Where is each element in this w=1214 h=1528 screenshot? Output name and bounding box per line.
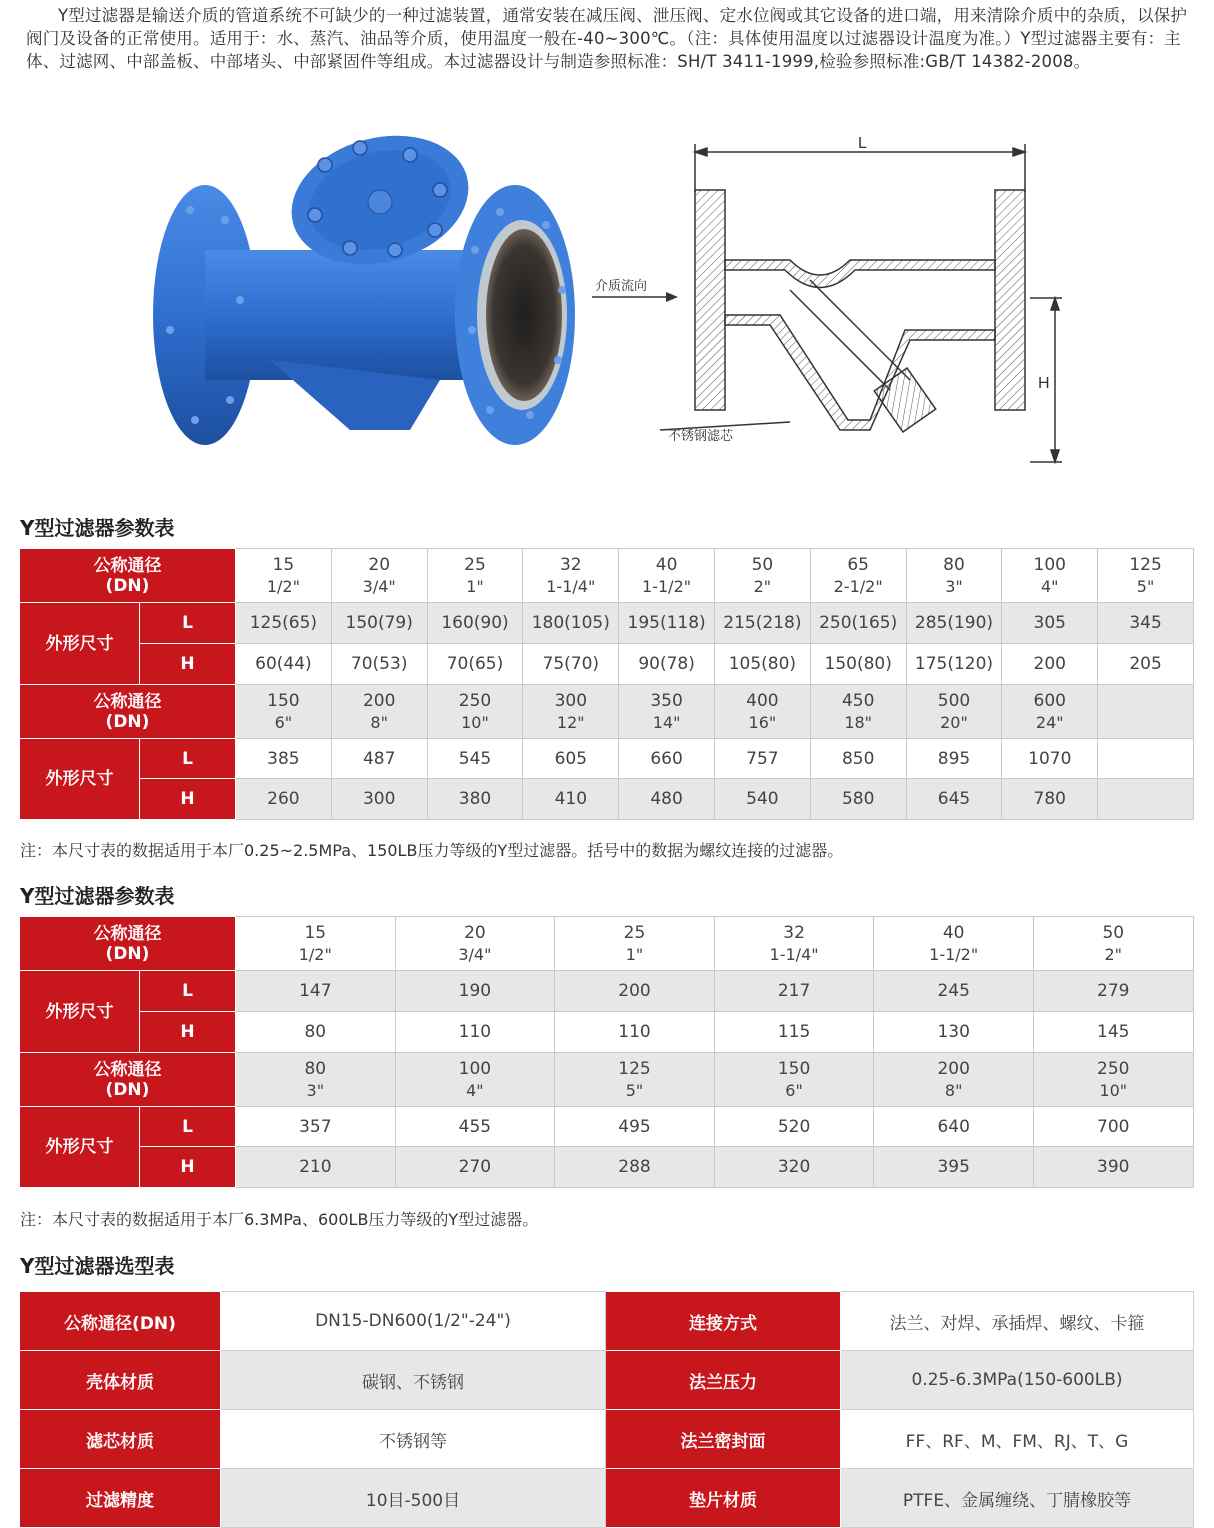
table-row (20, 739, 1194, 779)
table-cell (523, 685, 619, 739)
dn-value: 200 (937, 1058, 970, 1079)
table-cell (395, 917, 555, 971)
selection-value: 0.25-6.3MPa(150-600LB) (841, 1351, 1194, 1410)
l-value: 215(218) (714, 603, 810, 644)
table-cell (906, 549, 1002, 603)
l-value (1098, 739, 1194, 779)
inch-value: 2-1/2" (833, 576, 883, 596)
inch-value: 4" (1041, 576, 1059, 596)
l-value: 495 (555, 1107, 715, 1147)
dn-value: 80 (304, 1058, 327, 1079)
table-cell (1002, 685, 1098, 739)
l-value: 147 (236, 971, 396, 1012)
inch-value: 3/4" (458, 944, 492, 964)
table-cell (555, 1053, 715, 1107)
h-value: 70(65) (427, 644, 523, 685)
table-cell (427, 549, 523, 603)
l-value: 1070 (1002, 739, 1098, 779)
h-value: 205 (1098, 644, 1194, 685)
table-row (20, 1053, 1194, 1107)
h-header: H (140, 644, 236, 685)
inch-value: 14" (652, 712, 681, 732)
table2-title: Y型过滤器参数表 (20, 884, 175, 908)
table-cell (1033, 917, 1193, 971)
l-value: 605 (523, 739, 619, 779)
dn-value: 250 (458, 690, 492, 711)
l-value: 850 (810, 739, 906, 779)
selection-key: 过滤精度 (20, 1469, 221, 1528)
table-row (20, 971, 1194, 1012)
h-value: 410 (523, 779, 619, 820)
dimension-header: 外形尺寸 (20, 971, 140, 1053)
table2-note: 注：本尺寸表的数据适用于本厂6.3MPa、600LB压力等级的Y型过滤器。 (20, 1210, 539, 1229)
dn-value: 50 (751, 554, 774, 575)
table-row (20, 1012, 1194, 1053)
dimension-h-label: H (1038, 375, 1050, 392)
flow-direction-label: 介质流向 (595, 278, 648, 293)
table-cell (714, 917, 874, 971)
selection-title: Y型过滤器选型表 (20, 1254, 175, 1278)
selection-value: 不锈钢等 (221, 1410, 606, 1469)
dn-value: 65 (847, 554, 869, 575)
h-value: 80 (236, 1012, 396, 1053)
l-value: 200 (555, 971, 715, 1012)
dn-header (20, 685, 236, 739)
h-value: 150(80) (810, 644, 906, 685)
h-value: 145 (1033, 1012, 1193, 1053)
table-row (20, 1469, 1194, 1528)
table-row (20, 644, 1194, 685)
dn-value: 400 (746, 690, 779, 711)
table1-note: 注：本尺寸表的数据适用于本厂0.25~2.5MPa、150LB压力等级的Y型过滤器。括号中的数据为螺纹连接的过滤器。 (20, 841, 844, 860)
inch-value: 1/2" (266, 576, 300, 596)
dn-value: 40 (655, 554, 678, 575)
h-header: H (140, 779, 236, 820)
spec-table-150lb (19, 548, 1194, 820)
h-value: 110 (555, 1012, 715, 1053)
inch-value: 5" (1136, 576, 1155, 596)
l-value: 455 (395, 1107, 555, 1147)
table-cell (810, 549, 906, 603)
selection-key: 法兰密封面 (606, 1410, 841, 1469)
l-value: 345 (1098, 603, 1194, 644)
h-value: 105(80) (714, 644, 810, 685)
selection-key: 连接方式 (606, 1292, 841, 1351)
dn-value: 250 (1097, 1058, 1130, 1079)
intro-paragraph: Y型过滤器是输送介质的管道系统不可缺少的一种过滤装置，通常安装在减压阀、泄压阀、定水位阀或其它设备的进口端，用来清除介质中的杂质，以保护阀门及设备的正常使用。适用于：水、蒸汽、油品等介质，使用温度一般在-40~300℃。（注：具体使用温度以过滤器设计温度为准。）Y型过滤器主要有：主体、过滤网、中部盖板、中部堵头、中部紧固件等组成。本过滤器设计与制造参照标准：SH/T 3411-1999,检验参照标准:GB/T 14382-2008。 (26, 6, 1188, 71)
selection-value: PTFE、金属缠绕、丁腈橡胶等 (841, 1469, 1194, 1528)
dn-value: 125 (618, 1058, 651, 1079)
dimension-header: 外形尺寸 (20, 739, 140, 820)
table-cell (714, 1053, 874, 1107)
l-value: 757 (714, 739, 810, 779)
selection-value: 碳钢、不锈钢 (221, 1351, 606, 1410)
l-value: 125(65) (236, 603, 332, 644)
l-value: 660 (619, 739, 715, 779)
inch-value: 1-1/4" (769, 944, 819, 964)
dimension-header: 外形尺寸 (20, 603, 140, 685)
selection-key: 公称通径(DN) (20, 1292, 221, 1351)
table-cell (619, 549, 715, 603)
dimension-l-label: L (858, 135, 867, 152)
table-cell (523, 549, 619, 603)
h-value: 300 (331, 779, 427, 820)
table-cell (236, 1053, 396, 1107)
dn-value: 25 (464, 554, 486, 575)
dn-label: 公称通径 (93, 555, 162, 576)
dn-value: 600 (1033, 690, 1066, 711)
l-value: 487 (331, 739, 427, 779)
h-value: 130 (874, 1012, 1034, 1053)
h-value: 395 (874, 1147, 1034, 1188)
dn-label: 公称通径 (93, 923, 162, 944)
l-value: 305 (1002, 603, 1098, 644)
l-value: 520 (714, 1107, 874, 1147)
selection-key: 壳体材质 (20, 1351, 221, 1410)
dn-value: 20 (368, 554, 391, 575)
inch-value: 3" (945, 576, 963, 596)
l-value: 195(118) (619, 603, 715, 644)
inch-value: 5" (625, 1080, 644, 1100)
h-value: 260 (236, 779, 332, 820)
table-cell (395, 1053, 555, 1107)
h-value: 175(120) (906, 644, 1002, 685)
l-value: 285(190) (906, 603, 1002, 644)
dn-value: 100 (1033, 554, 1066, 575)
inch-value: 8" (370, 712, 388, 732)
l-value: 385 (236, 739, 332, 779)
h-value: 480 (619, 779, 715, 820)
dn-label: 公称通径 (93, 691, 162, 712)
selection-value: DN15-DN600(1/2"-24") (221, 1292, 606, 1351)
table-cell (331, 549, 427, 603)
technical-drawing (660, 144, 1062, 462)
h-value: 580 (810, 779, 906, 820)
dn-label-sub: (DN) (105, 943, 150, 964)
dn-label-sub: (DN) (105, 1079, 150, 1100)
table-row (20, 917, 1194, 971)
table-cell (331, 685, 427, 739)
table-row (20, 779, 1194, 820)
h-value: 540 (714, 779, 810, 820)
dn-value: 15 (272, 554, 295, 575)
l-header: L (140, 739, 236, 779)
table-row (20, 549, 1194, 603)
dn-value: 15 (304, 922, 327, 943)
dn-value: 20 (464, 922, 486, 943)
table-cell (236, 685, 332, 739)
h-value: 70(53) (331, 644, 427, 685)
l-header: L (140, 603, 236, 644)
l-value: 357 (236, 1107, 396, 1147)
h-value: 210 (236, 1147, 396, 1188)
l-value: 250(165) (810, 603, 906, 644)
inch-value: 2" (1104, 944, 1123, 964)
inch-value: 6" (785, 1080, 803, 1100)
inch-value: 3/4" (362, 576, 396, 596)
table-cell (1002, 549, 1098, 603)
selection-table (19, 1291, 1194, 1528)
h-value: 320 (714, 1147, 874, 1188)
inch-value: 10" (461, 712, 489, 732)
dn-label-sub: (DN) (105, 711, 150, 732)
l-header: L (140, 1107, 236, 1147)
table-row (20, 685, 1194, 739)
h-header: H (140, 1012, 236, 1053)
table-cell (236, 549, 332, 603)
selection-key: 垫片材质 (606, 1469, 841, 1528)
valve-photo (153, 130, 575, 445)
inch-value: 8" (944, 1080, 963, 1100)
l-header: L (140, 971, 236, 1012)
h-value: 110 (395, 1012, 555, 1053)
inch-value: 1-1/4" (546, 576, 596, 596)
dn-value: 125 (1129, 554, 1162, 575)
dn-value: 32 (783, 922, 805, 943)
filter-element-label: 不锈钢滤芯 (668, 428, 734, 443)
h-value: 780 (1002, 779, 1098, 820)
dn-value: 150 (777, 1058, 811, 1079)
dn-value: 350 (650, 690, 683, 711)
inch-value: 2" (753, 576, 772, 596)
inch-value: 1-1/2" (642, 576, 692, 596)
table-row (20, 1292, 1194, 1351)
table-cell (874, 917, 1034, 971)
dn-value: 150 (267, 690, 300, 711)
table-row (20, 1147, 1194, 1188)
h-header: H (140, 1147, 236, 1188)
dn-value: 450 (841, 690, 875, 711)
inch-value: 16" (748, 712, 777, 732)
dn-label: 公称通径 (93, 1059, 162, 1080)
table1-title: Y型过滤器参数表 (20, 516, 175, 540)
dn-value: 80 (943, 554, 965, 575)
table-cell (1098, 685, 1194, 739)
dimension-header: 外形尺寸 (20, 1107, 140, 1188)
inch-value: 1/2" (298, 944, 332, 964)
table-row (20, 1351, 1194, 1410)
dn-value: 300 (554, 690, 588, 711)
inch-value: 24" (1035, 712, 1064, 732)
h-value: 60(44) (236, 644, 332, 685)
l-value: 217 (714, 971, 874, 1012)
table-cell (906, 685, 1002, 739)
h-value: 645 (906, 779, 1002, 820)
table-row (20, 1107, 1194, 1147)
l-value: 700 (1033, 1107, 1193, 1147)
l-value: 895 (906, 739, 1002, 779)
product-figure (150, 130, 1070, 480)
dn-value: 200 (362, 690, 396, 711)
table-cell (714, 685, 810, 739)
inch-value: 6" (274, 712, 293, 732)
dn-value: 100 (458, 1058, 492, 1079)
selection-value: FF、RF、M、FM、RJ、T、G (841, 1410, 1194, 1469)
spec-table-600lb (19, 916, 1194, 1188)
dn-label-sub: (DN) (105, 575, 150, 596)
inch-value: 10" (1099, 1080, 1128, 1100)
selection-key: 滤芯材质 (20, 1410, 221, 1469)
inch-value: 20" (940, 712, 968, 732)
h-value: 270 (395, 1147, 555, 1188)
selection-key: 法兰压力 (606, 1351, 841, 1410)
flow-arrow-icon (592, 292, 678, 302)
h-value: 380 (427, 779, 523, 820)
selection-value: 法兰、对焊、承插焊、螺纹、卡箍 (841, 1292, 1194, 1351)
h-value: 75(70) (523, 644, 619, 685)
inch-value: 3" (306, 1080, 325, 1100)
h-value: 115 (714, 1012, 874, 1053)
l-value: 640 (874, 1107, 1034, 1147)
table-cell (810, 685, 906, 739)
table-row (20, 603, 1194, 644)
inch-value: 4" (466, 1080, 484, 1100)
table-cell (555, 917, 715, 971)
table-cell (236, 917, 396, 971)
inch-value: 18" (844, 712, 873, 732)
table-cell (427, 685, 523, 739)
h-value: 200 (1002, 644, 1098, 685)
h-value: 288 (555, 1147, 715, 1188)
table-cell (1033, 1053, 1193, 1107)
table-cell (1098, 549, 1194, 603)
dn-value: 25 (623, 922, 646, 943)
dn-header (20, 1053, 236, 1107)
inch-value: 12" (556, 712, 585, 732)
l-value: 190 (395, 971, 555, 1012)
l-value: 245 (874, 971, 1034, 1012)
inch-value: 1" (466, 576, 484, 596)
l-value: 160(90) (427, 603, 523, 644)
table-cell (714, 549, 810, 603)
table-cell (619, 685, 715, 739)
dn-header (20, 549, 236, 603)
table-cell (874, 1053, 1034, 1107)
dn-value: 40 (942, 922, 965, 943)
l-value: 545 (427, 739, 523, 779)
l-value: 279 (1033, 971, 1193, 1012)
dn-value: 32 (559, 554, 582, 575)
table-row (20, 1410, 1194, 1469)
l-value: 180(105) (523, 603, 619, 644)
dn-value: 500 (937, 690, 971, 711)
h-value (1098, 779, 1194, 820)
h-value: 90(78) (619, 644, 715, 685)
inch-value: 1-1/2" (929, 944, 979, 964)
selection-value: 10目-500目 (221, 1469, 606, 1528)
dn-value: 50 (1102, 922, 1125, 943)
h-value: 390 (1033, 1147, 1193, 1188)
inch-value: 1" (625, 944, 644, 964)
l-value: 150(79) (331, 603, 427, 644)
dn-header (20, 917, 236, 971)
